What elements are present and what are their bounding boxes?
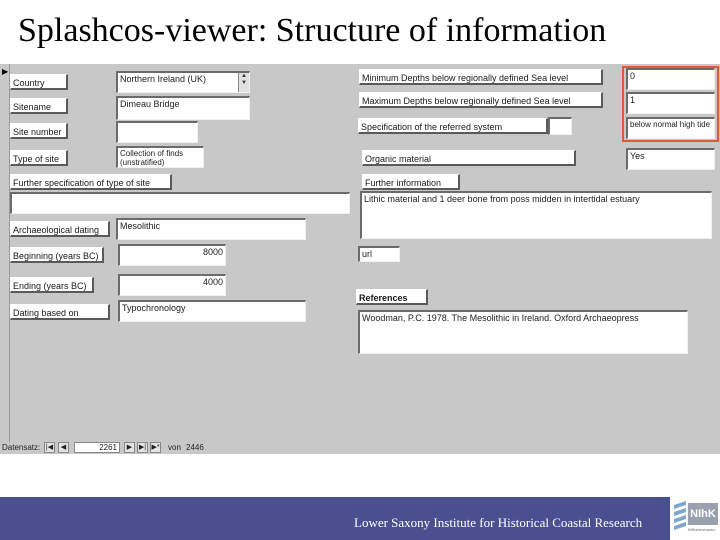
site-number-label: Site number [10,123,68,139]
spec-ref-system-label: Specification of the referred system [358,118,548,134]
record-label: Datensatz: [2,443,41,452]
sitename-field[interactable]: Dimeau Bridge [116,96,250,120]
new-record-icon[interactable]: ▶* [151,444,160,451]
spec-ref-system-field[interactable]: below normal high tide [626,117,715,139]
access-form [0,64,720,454]
max-depth-field[interactable]: 1 [626,92,715,114]
beginning-field[interactable]: 8000 [118,244,226,266]
wave-logo-icon [674,501,686,531]
sitename-label: Sitename [10,98,68,114]
references-field[interactable]: Woodman, P.C. 1978. The Mesolithic in Ireland. Oxford Archaeopress [358,310,688,354]
footer-bar [0,497,720,540]
max-depth-label: Maximum Depths below regionally defined Sea level [359,92,603,108]
record-selector[interactable] [0,64,10,442]
nihk-logo [670,497,720,540]
dating-based-field[interactable]: Typochronology [118,300,306,322]
record-navigation-bar [0,442,720,454]
type-of-site-field[interactable]: Collection of finds (unstratified) [116,146,204,168]
url-field[interactable]: url [358,246,400,262]
ending-field[interactable]: 4000 [118,274,226,296]
total-records: 2446 [186,443,204,452]
min-depth-label: Minimum Depths below regionally defined Sea level [359,69,603,85]
country-value: Northern Ireland (UK) [120,74,207,84]
country-scroll-icon[interactable]: ▲ ▼ [238,73,249,92]
further-spec-type-label: Further specification of type of site [10,174,172,190]
dating-based-label: Dating based on [10,304,110,320]
of-label: von [168,443,181,452]
slide-title: Splashcos-viewer: Structure of information [18,12,607,49]
organic-field[interactable]: Yes [626,148,715,170]
country-label: Country [10,74,68,90]
beginning-label: Beginning (years BC) [10,247,104,263]
next-record-icon[interactable]: ▶ [124,442,135,453]
prev-record-icon[interactable]: ◀ [58,442,69,453]
type-of-site-label: Type of site [10,150,68,166]
spec-ref-system-spacer [548,117,572,135]
institute-name: Lower Saxony Institute for Historical Coastal Research [354,515,643,530]
current-record-field[interactable]: 2261 [74,442,120,453]
further-info-label: Further information [362,174,460,190]
references-label: References [356,289,428,305]
site-number-field[interactable] [116,121,198,143]
organic-label: Organic material [362,150,576,166]
current-record-arrow-icon: ▶ [2,67,9,76]
logo-subtext: Wilhelmshaven [688,527,716,532]
arch-dating-label: Archaeological dating [10,221,110,237]
ending-label: Ending (years BC) [10,277,94,293]
last-record-icon[interactable]: ▶| [138,444,147,451]
country-field[interactable] [116,71,250,93]
min-depth-field[interactable]: 0 [626,68,715,90]
arch-dating-field[interactable]: Mesolithic [116,218,306,240]
further-spec-type-field[interactable] [10,192,350,214]
first-record-icon[interactable]: |◀ [45,444,54,451]
logo-text: NIhK [688,503,718,525]
further-info-field[interactable]: Lithic material and 1 deer bone from poss midden in intertidal estuary [360,191,712,239]
